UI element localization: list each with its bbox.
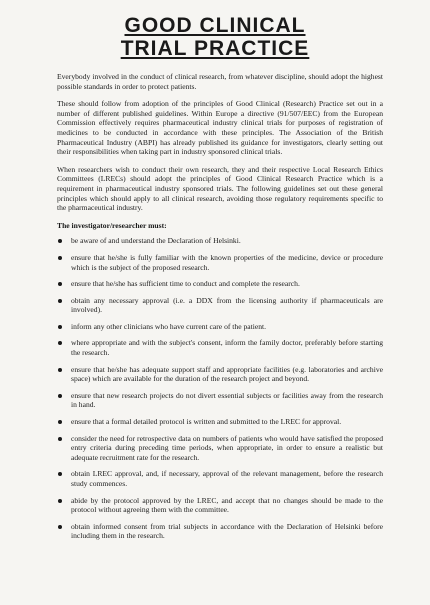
list-item-text: be aware of and understand the Declaration of Helsinki.: [71, 236, 241, 246]
list-item-text: ensure that he/she has sufficient time to conduct and complete the research.: [71, 279, 300, 289]
list-item-text: ensure that he/she has adequate support staff and appropriate facilities (e.g. laboratories and archive space) which are available for the duration of the research project and beyond.: [71, 364, 383, 384]
list-item-text: ensure that new research projects do not divert essential subjects or facilities away from the research in hand.: [71, 390, 383, 410]
list-item: [57, 522, 383, 541]
list-heading: The investigator/researcher must:: [57, 220, 167, 230]
list-item: [57, 279, 383, 289]
guidelines-paragraph: These should follow from adoption of the principles of Good Clinical (Research) Practice set out in a number of different published guidelines. Within Europe a directive (91/507/EEC) from the European Commission effectively requires pharmaceutical industry clinical trials for purposes of registration of medicines to be conducted in accordance with these principles. The Association of the British Pharmaceutical Industry (ABPI) has already published its guidance for investigators, clearly setting out their responsibilities when taking part in industry sponsored clinical trials.: [57, 99, 383, 157]
bullet-icon: [58, 368, 62, 372]
lrec-paragraph: When researchers wish to conduct their own research, they and their respective Local Research Ethics Committees (LRECs) should adopt the principles of Good Clinical Research Practice which is a requirement in pharmaceutical industry sponsored trials. The following guidelines set out these general principles which should apply to all clinical research, avoiding those regulatory requirements specific to the pharmaceutical industry.: [57, 164, 383, 213]
bullet-icon: [58, 239, 62, 243]
requirements-list: [57, 236, 383, 541]
list-item: [57, 417, 383, 427]
bullet-icon: [58, 341, 62, 345]
list-item: [57, 391, 383, 410]
bullet-icon: [58, 282, 62, 286]
list-item-text: abide by the protocol approved by the LREC, and accept that no changes should be made to the protocol without agreeing them with the committee.: [71, 495, 383, 515]
list-item: [57, 236, 383, 246]
document-body: [57, 72, 383, 548]
list-item: [57, 496, 383, 515]
title-line-2: TRIAL PRACTICE: [120, 37, 310, 60]
list-item: [57, 322, 383, 332]
list-item-text: obtain any necessary approval (i.e. a DDX from the licensing authority if pharmaceuticals are involved).: [71, 295, 383, 315]
bullet-icon: [58, 499, 62, 503]
list-item-text: inform any other clinicians who have current care of the patient.: [71, 321, 267, 331]
list-item: [57, 338, 383, 357]
list-item-text: obtain LREC approval, and, if necessary, approval of the relevant management, before the research study commences.: [71, 469, 383, 488]
bullet-icon: [58, 472, 62, 476]
list-item-text: consider the need for retrospective data on numbers of patients who would have satisfied the proposed entry criteria during preceding time periods, when appropriate, in order to ensure a realistic but adequate recruitment rate for the research.: [71, 433, 383, 462]
list-item-text: where appropriate and with the subject's consent, inform the family doctor, preferably before starting the research.: [71, 338, 383, 358]
list-item: [57, 253, 383, 272]
bullet-icon: [58, 325, 62, 329]
list-item: [57, 469, 383, 488]
bullet-icon: [58, 437, 62, 441]
bullet-icon: [58, 525, 62, 529]
list-item: [57, 365, 383, 384]
intro-paragraph: Everybody involved in the conduct of clinical research, from whatever discipline, should adopt the highest possible standards in order to protect patients.: [57, 72, 383, 91]
bullet-icon: [58, 299, 62, 303]
bullet-icon: [58, 420, 62, 424]
bullet-icon: [58, 256, 62, 260]
list-item: [57, 434, 383, 463]
list-item-text: obtain informed consent from trial subjects in accordance with the Declaration of Helsinki before including them in the research.: [71, 521, 383, 541]
list-item: [57, 296, 383, 315]
list-item-text: ensure that a formal detailed protocol is written and submitted to the LREC for approval.: [71, 417, 342, 427]
list-item-text: ensure that he/she is fully familiar with the known properties of the medicine, device or procedure which is the subject of the proposed research.: [71, 252, 383, 272]
bullet-icon: [58, 394, 62, 398]
title-line-1: GOOD CLINICAL: [124, 14, 306, 37]
